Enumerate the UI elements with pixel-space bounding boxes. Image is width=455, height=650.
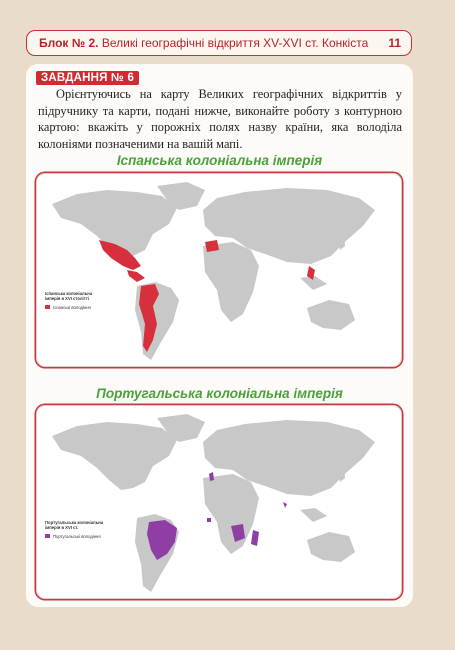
task-badge: ЗАВДАННЯ № 6 xyxy=(36,71,139,85)
legend-portuguese xyxy=(45,520,107,539)
legend-item-label: Іспанські володіння xyxy=(53,305,91,310)
continents xyxy=(52,414,375,592)
map-title-portuguese: Португальська колоніальна імперія xyxy=(96,386,343,401)
page-number: 11 xyxy=(388,36,401,50)
legend-item xyxy=(45,534,107,539)
legend-swatch xyxy=(45,534,50,538)
content-panel xyxy=(26,64,413,607)
header-title xyxy=(39,36,368,50)
world-map-spanish xyxy=(37,174,401,366)
legend-swatch xyxy=(45,305,50,309)
page-header xyxy=(26,30,412,56)
map-frame-spanish xyxy=(37,174,401,366)
continents xyxy=(52,182,375,360)
legend-title: Іспанська колоніальна імперія в XVI столітті xyxy=(45,291,93,301)
legend-item-label: Португальські володіння xyxy=(53,534,101,539)
legend-item xyxy=(45,305,107,310)
legend-spanish xyxy=(45,291,107,310)
world-map-portuguese xyxy=(37,406,401,598)
map-frame-portuguese xyxy=(37,406,401,598)
block-label: Блок № 2. xyxy=(39,36,99,50)
block-title: Великі географічні відкриття XV-XVI ст. Конкіста xyxy=(101,36,369,50)
legend-title: Португальська колоніальна імперія в XVI ст. xyxy=(45,520,104,530)
map-title-spanish: Іспанська колоніальна імперія xyxy=(116,153,323,168)
task-text: Орієнтуючись на карту Великих географічних відкриттів у підручнику та карти, подані нижче, виконайте роботу з контурною картою: вкажіть у порожніх полях назву країни, яка володіла колоніями позначеними на вашій мапі. xyxy=(38,87,402,151)
